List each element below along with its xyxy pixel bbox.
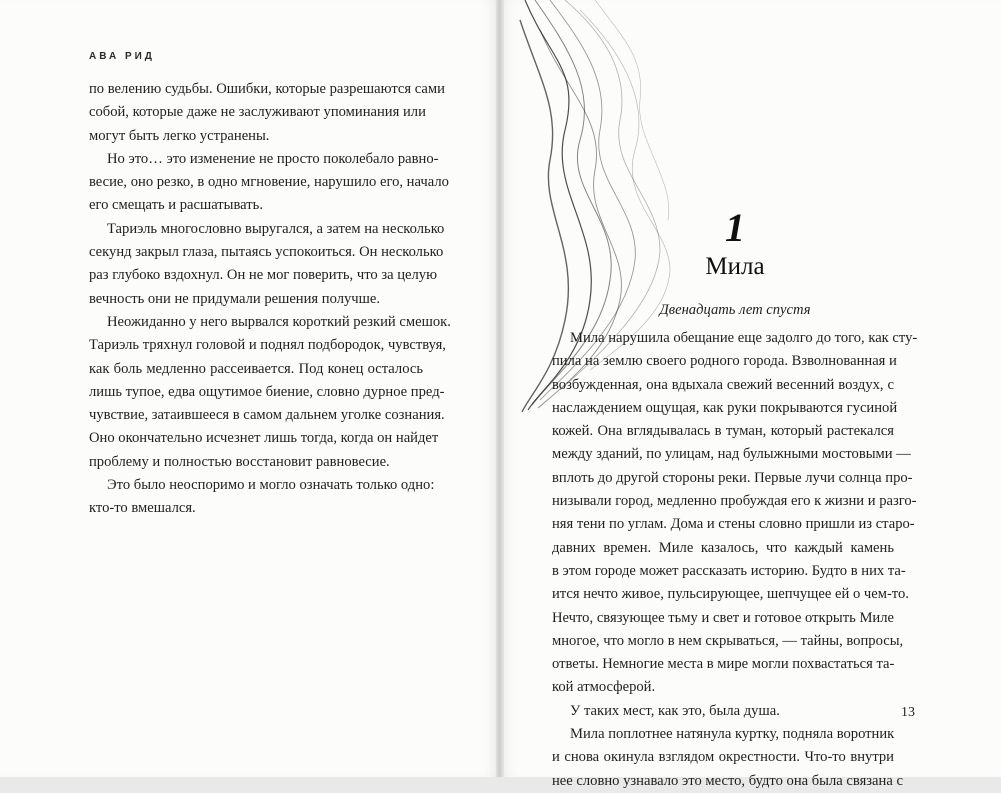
text-line: по велению судьбы. Ошибки, которые разрешаются сами (89, 81, 445, 97)
chapter-number: 1 (725, 205, 745, 250)
text-line: возбужденная, она вдыхала свежий весенний воздух, с (552, 376, 894, 393)
text-line: секунд закрыл глаза, пытаясь успокоиться. Он несколько (89, 244, 444, 261)
text-line: могут быть легко устранены. (89, 127, 270, 144)
text-line: Мила поплотнее натянула куртку, подняла воротник (570, 726, 895, 743)
text-line: пила на землю своего родного города. Взволнованная и (552, 353, 897, 370)
text-line: вплоть до другой стороны реки. Первые лучи солнца про- (552, 469, 913, 486)
chapter-subtitle: Двенадцать лет спустя (659, 302, 811, 318)
page-number: 13 (901, 705, 915, 720)
text-line: нее словно узнавало это место, будто она была связана с (552, 772, 903, 789)
text-line: ответы. Немногие места в мире могли похвастаться та- (552, 656, 895, 673)
text-line: и снова окинула взглядом окрестности. Что-то внутри (552, 749, 894, 766)
left-page (0, 0, 500, 777)
text-line: чувствие, затаившееся в самом дальнем уголке сознания. (89, 407, 445, 424)
text-line: Это было неоспоримо и могло означать только одно: (107, 477, 435, 494)
text-line: Нечто, связующее тьму и свет и готовое открыть Миле (552, 609, 894, 626)
book-gutter (496, 0, 504, 777)
chapter-title: Мила (705, 253, 765, 280)
text-line: как боль медленно рассеивается. Под конец осталось (89, 360, 423, 377)
text-line: Неожиданно у него вырвался короткий резкий смешок. (107, 313, 451, 330)
text-line: наслаждением ощущая, как руки покрываются гусиной (552, 399, 898, 416)
text-line: кожей. Она вглядывалась в туман, который растекался (552, 423, 894, 440)
text-line: собой, которые даже не заслуживают упоминания или (89, 104, 426, 121)
text-line: низывали город, медленно пробуждая его к жизни и разго- (552, 493, 917, 510)
text-line: кто-то вмешался. (89, 500, 196, 517)
text-line: проблему и полностью восстановит равновесие. (89, 453, 390, 470)
text-line: Мила нарушила обещание еще задолго до того, как сту- (570, 330, 918, 346)
text-line: вечность они не придумали решения получше. (89, 290, 380, 307)
text-line: няя тени по углам. Дома и стены словно пришли из старо- (552, 516, 915, 533)
text-line: между зданий, по улицам, над булыжными мостовыми — (552, 446, 911, 463)
text-line: Тариэль тряхнул головой и поднял подбородок, чувствуя, (89, 337, 446, 354)
text-line: Но это… это изменение не просто поколебало равно- (107, 150, 439, 167)
text-line: раз глубоко вздохнул. Он не мог поверить, что за целую (89, 267, 437, 284)
text-line: в этом городе может рассказать историю. Будто в них та- (552, 562, 906, 579)
text-line: его смещать и расшатывать. (89, 197, 263, 214)
text-line: кой атмосферой. (552, 679, 656, 696)
running-head-author: АВА РИД (89, 51, 155, 62)
text-line: давних времен. Миле казалось, что каждый камень (552, 539, 894, 556)
left-page-text (89, 78, 451, 521)
text-line: лишь тупое, едва ощутимое биение, словно дурное пред- (89, 383, 445, 400)
text-line: многое, что могло в нем скрываться, — тайны, вопросы, (552, 632, 904, 649)
text-line: весие, оно резко, в одно мгновение, нарушило его, начало (89, 174, 449, 191)
text-line: Оно окончательно исчезнет лишь тогда, когда он найдет (89, 430, 439, 447)
text-line: ится нечто живое, пульсирующее, шепчущее ей о чем-то. (552, 586, 909, 603)
text-line: У таких мест, как это, была душа. (570, 702, 780, 719)
text-line: Тариэль многословно выругался, а затем на несколько (107, 220, 445, 237)
